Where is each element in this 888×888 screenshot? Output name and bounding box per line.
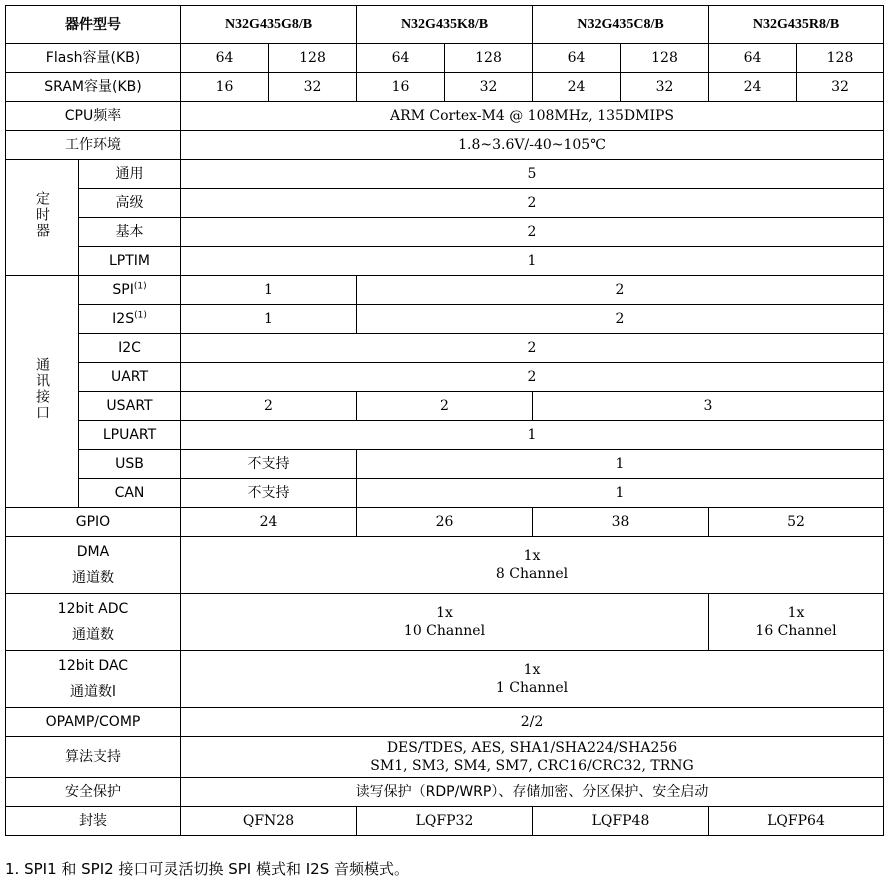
sram-value: 32	[797, 73, 884, 102]
model-r8: N32G435R8/B	[709, 6, 884, 44]
dma-sublabel: 通道数	[72, 570, 114, 586]
i2s-value-g8: 1	[181, 305, 357, 334]
adc-channels: 10 Channel	[403, 623, 486, 639]
spi-label-cell	[79, 276, 181, 305]
package-row	[6, 807, 884, 836]
dac-sublabel: 通道数l	[70, 684, 116, 700]
adc-channels: 16 Channel	[755, 623, 837, 639]
cpu-row	[6, 102, 884, 131]
adc-label: 12bit ADC	[57, 601, 129, 617]
spi-row	[6, 276, 884, 305]
flash-value: 64	[357, 44, 445, 73]
flash-value: 64	[709, 44, 797, 73]
flash-label: Flash容量(KB)	[6, 44, 181, 73]
adc-value-cell-a	[181, 594, 709, 651]
algo-line-1: DES/TDES, AES, SHA1/SHA224/SHA256	[386, 740, 678, 756]
algo-line-2: SM1, SM3, SM4, SM7, CRC16/CRC32, TRNG	[370, 758, 694, 774]
opamp-value: 2/2	[181, 708, 884, 737]
opamp-row	[6, 708, 884, 737]
package-label: 封装	[6, 807, 181, 836]
i2s-value-other: 2	[357, 305, 884, 334]
timer-basic-label: 基本	[79, 218, 181, 247]
i2s-label-cell	[79, 305, 181, 334]
gpio-value: 38	[533, 508, 709, 537]
dac-count: 1x	[523, 662, 541, 678]
adc-label-cell	[6, 594, 181, 651]
flash-value: 128	[797, 44, 884, 73]
env-label: 工作环境	[6, 131, 181, 160]
dma-label-cell	[6, 537, 181, 594]
footnote: 1. SPI1 和 SPI2 接口可灵活切换 SPI 模式和 I2S 音频模式。	[5, 860, 410, 878]
i2c-label: I2C	[79, 334, 181, 363]
can-value-other: 1	[357, 479, 884, 508]
sram-value: 16	[357, 73, 445, 102]
spi-footnote-mark: (1)	[133, 281, 147, 292]
timer-lptim-label: LPTIM	[79, 247, 181, 276]
gpio-value: 24	[181, 508, 357, 537]
sram-value: 24	[709, 73, 797, 102]
package-value: LQFP48	[533, 807, 709, 836]
spec-table	[5, 5, 884, 836]
adc-sublabel: 通道数	[72, 627, 114, 643]
timer-lptim-row	[6, 247, 884, 276]
can-label: CAN	[79, 479, 181, 508]
timer-advanced-row	[6, 189, 884, 218]
timer-advanced-value: 2	[181, 189, 884, 218]
algo-value-cell	[181, 737, 884, 778]
usb-label: USB	[79, 450, 181, 479]
flash-value: 64	[533, 44, 621, 73]
lpuart-row	[6, 421, 884, 450]
usart-value-k8: 2	[357, 392, 533, 421]
algo-label: 算法支持	[6, 737, 181, 778]
dac-row	[6, 651, 884, 708]
timer-lptim-value: 1	[181, 247, 884, 276]
uart-label: UART	[79, 363, 181, 392]
timer-general-row	[6, 160, 884, 189]
sram-value: 16	[181, 73, 269, 102]
can-value-g8: 不支持	[181, 479, 357, 508]
i2c-value: 2	[181, 334, 884, 363]
header-row	[6, 6, 884, 44]
security-label: 安全保护	[6, 778, 181, 807]
opamp-label: OPAMP/COMP	[6, 708, 181, 737]
dac-label-cell	[6, 651, 181, 708]
gpio-value: 26	[357, 508, 533, 537]
comm-group-label: 通讯接口	[34, 357, 50, 421]
model-label: 器件型号	[6, 6, 181, 44]
usb-value-other: 1	[357, 450, 884, 479]
flash-row	[6, 44, 884, 73]
can-row	[6, 479, 884, 508]
gpio-value: 52	[709, 508, 884, 537]
dma-value-cell	[181, 537, 884, 594]
timer-general-value: 5	[181, 160, 884, 189]
security-row	[6, 778, 884, 807]
timer-advanced-label: 高级	[79, 189, 181, 218]
spi-label: SPI	[112, 282, 134, 298]
dma-count: 1x	[523, 548, 541, 564]
usb-row	[6, 450, 884, 479]
adc-count: 1x	[436, 605, 453, 621]
timer-basic-value: 2	[181, 218, 884, 247]
lpuart-label: LPUART	[79, 421, 181, 450]
timer-general-label: 通用	[79, 160, 181, 189]
sram-value: 32	[445, 73, 533, 102]
package-value: LQFP32	[357, 807, 533, 836]
dma-row	[6, 537, 884, 594]
dma-channels: 8 Channel	[495, 566, 569, 582]
spi-value-other: 2	[357, 276, 884, 305]
adc-row	[6, 594, 884, 651]
model-g8: N32G435G8/B	[181, 6, 357, 44]
usart-value-g8: 2	[181, 392, 357, 421]
flash-value: 128	[269, 44, 357, 73]
algo-row	[6, 737, 884, 778]
usart-row	[6, 392, 884, 421]
usart-label: USART	[79, 392, 181, 421]
dac-channels: 1 Channel	[495, 680, 569, 696]
model-c8: N32G435C8/B	[533, 6, 709, 44]
gpio-label: GPIO	[6, 508, 181, 537]
dac-value-cell	[181, 651, 884, 708]
timer-basic-row	[6, 218, 884, 247]
cpu-value: ARM Cortex-M4 @ 108MHz, 135DMIPS	[181, 102, 884, 131]
i2s-label: I2S	[112, 311, 135, 327]
spi-value-g8: 1	[181, 276, 357, 305]
uart-value: 2	[181, 363, 884, 392]
sram-row	[6, 73, 884, 102]
package-value: QFN28	[181, 807, 357, 836]
sram-value: 32	[621, 73, 709, 102]
security-value: 读写保护（RDP/WRP）、存储加密、分区保护、安全启动	[181, 778, 884, 807]
gpio-row	[6, 508, 884, 537]
sram-value: 24	[533, 73, 621, 102]
model-k8: N32G435K8/B	[357, 6, 533, 44]
i2s-row	[6, 305, 884, 334]
adc-value-cell-b	[709, 594, 884, 651]
flash-value: 64	[181, 44, 269, 73]
lpuart-value: 1	[181, 421, 884, 450]
usart-value-c8-r8: 3	[533, 392, 884, 421]
usb-value-g8: 不支持	[181, 450, 357, 479]
sram-label: SRAM容量(KB)	[6, 73, 181, 102]
cpu-label: CPU频率	[6, 102, 181, 131]
env-value: 1.8~3.6V/-40~105℃	[181, 131, 884, 160]
i2s-footnote-mark: (1)	[134, 310, 147, 321]
i2c-row	[6, 334, 884, 363]
timer-group-cell	[6, 160, 79, 276]
flash-value: 128	[621, 44, 709, 73]
dac-label: 12bit DAC	[57, 658, 129, 674]
package-value: LQFP64	[709, 807, 884, 836]
uart-row	[6, 363, 884, 392]
dma-label: DMA	[76, 544, 110, 560]
adc-count: 1x	[787, 605, 805, 621]
comm-group-cell	[6, 276, 79, 508]
timer-group-label: 定时器	[34, 191, 50, 239]
flash-value: 128	[445, 44, 533, 73]
sram-value: 32	[269, 73, 357, 102]
env-row	[6, 131, 884, 160]
